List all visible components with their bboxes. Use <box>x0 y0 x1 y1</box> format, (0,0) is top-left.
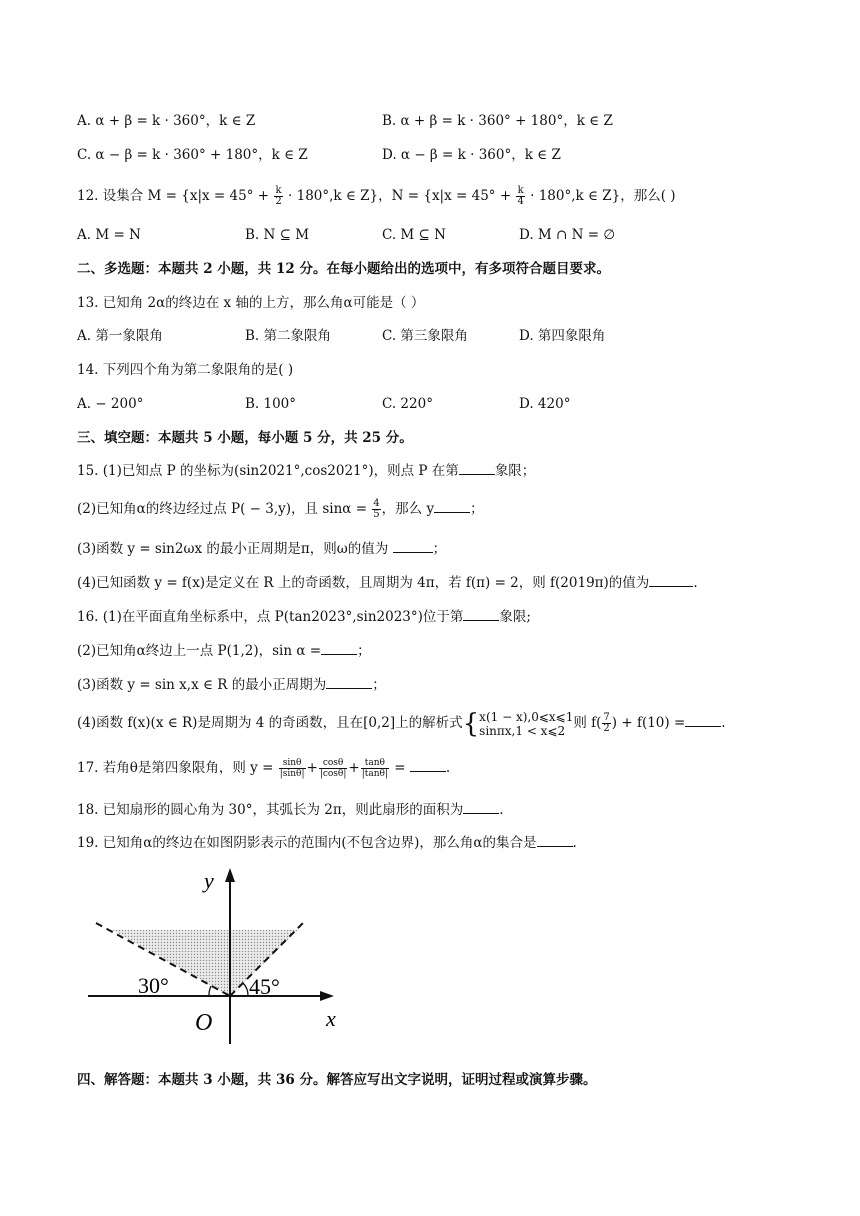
q15-part2-mid: ，那么 y <box>381 501 435 517</box>
case-1: x(1 − x),0⩽x⩽1 <box>479 709 574 724</box>
q15-part1-text: 15. (1)已知点 P 的坐标为(sin2021°,cos2021°)，则点 P 在第 <box>77 463 459 479</box>
q18-stem <box>77 801 504 819</box>
q12-option-b: B. N ⊆ M <box>245 227 310 243</box>
q12-text-1: 12. 设集合 M = {x|x = 45° + <box>77 188 270 204</box>
x-axis-label: x <box>326 1006 336 1031</box>
q12-frac1-num: k <box>275 185 282 196</box>
q12-frac2-den: 4 <box>517 196 524 207</box>
q16-part2-end: ； <box>357 643 371 659</box>
answer-blank[interactable] <box>537 834 573 847</box>
left-brace: { <box>462 708 480 739</box>
q12-text-2: · 180°,k ∈ Z}，N = {x|x = 45° + <box>288 188 512 204</box>
q15-part2-end: ； <box>470 501 484 517</box>
answer-blank[interactable] <box>321 642 357 655</box>
q15-part3 <box>77 540 446 558</box>
q14-option-d: D. 420° <box>519 396 571 412</box>
q15-part2-text: (2)已知角α的终边经过点 P( − 3,y)，且 sinα = <box>77 501 367 517</box>
q12-stem <box>77 186 676 207</box>
q12-fraction-k-2 <box>274 186 282 207</box>
q13-stem: 13. 已知角 2α的终边在 x 轴的上方，那么角α可能是（ ） <box>77 295 425 311</box>
q19-text: 19. 已知角α的终边在如图阴影表示的范围内(不包含边界)，那么角α的集合是 <box>77 835 537 851</box>
q16-part3-text: (3)函数 y = sin x,x ∈ R 的最小正周期为 <box>77 677 327 693</box>
q12-fraction-k-4 <box>516 186 524 207</box>
case-2: sinπx,1 < x⩽2 <box>479 723 566 738</box>
x-axis-arrow <box>320 991 334 1001</box>
q17-end: . <box>445 760 451 776</box>
angle-label-45: 45° <box>249 974 280 999</box>
q13-option-a: A. 第一象限角 <box>77 328 163 344</box>
plus-sign: + <box>348 760 360 776</box>
q17-frac-sin <box>279 758 306 779</box>
q16-part4-text: (4)函数 f(x)(x ∈ R)是周期为 4 的奇函数，且在[0,2]上的解析式 <box>77 715 463 731</box>
q16-part3-end: ； <box>372 677 386 693</box>
frac-den: |cosθ| <box>319 769 347 779</box>
answer-blank[interactable] <box>685 714 721 727</box>
y-axis-label: y <box>204 868 214 893</box>
section-2-heading: 二、多选题：本题共 2 小题，共 12 分。在每小题给出的选项中，有多项符合题目要求。 <box>77 261 610 277</box>
q17-stem <box>77 758 450 779</box>
q16-fraction <box>602 713 610 734</box>
answer-blank[interactable] <box>410 759 446 772</box>
q16-part1-text: 16. (1)在平面直角坐标系中，点 P(tan2023°,sin2023°)位于第 <box>77 609 464 625</box>
q11-option-a: A. α + β = k · 360°，k ∈ Z <box>77 113 256 129</box>
q16-part3 <box>77 676 386 694</box>
q12-frac2-num: k <box>517 185 524 196</box>
q19-end: . <box>572 835 577 851</box>
angle-label-30: 30° <box>138 973 169 998</box>
frac-den: |sinθ| <box>279 769 305 779</box>
q16-frac-num: 7 <box>603 712 610 723</box>
q15-part4-text: (4)已知函数 y = f(x)是定义在 R 上的奇函数，且周期为 4π，若 f(π) = 2，则 f(2019π)的值为 <box>77 575 650 591</box>
q16-part2-text: (2)已知角α终边上一点 P(1,2)，sin α = <box>77 643 322 659</box>
q16-frac-den: 2 <box>603 723 610 734</box>
piecewise-cases <box>479 710 573 738</box>
q16-part4-f: 则 f( <box>573 715 602 731</box>
q15-frac-den: 5 <box>373 509 380 520</box>
q14-option-b: B. 100° <box>245 396 297 412</box>
q11-option-d: D. α − β = k · 360°，k ∈ Z <box>382 147 561 163</box>
q15-part4 <box>77 574 698 592</box>
plus-sign: + <box>306 760 318 776</box>
angle-arc-left <box>209 986 211 996</box>
q15-part3-text: (3)函数 y = sin2ωx 的最小正周期是π，则ω的值为 <box>77 541 389 557</box>
q14-stem: 14. 下列四个角为第二象限角的是( ) <box>77 362 294 378</box>
q13-option-b: B. 第二象限角 <box>245 328 332 344</box>
q18-end: . <box>499 802 504 818</box>
q19-stem <box>77 834 577 852</box>
q18-text: 18. 已知扇形的圆心角为 30°，其弧长为 2π，则此扇形的面积为 <box>77 802 464 818</box>
answer-blank[interactable] <box>463 801 499 814</box>
q16-part4-mid: ) + f(10) = <box>611 715 686 731</box>
q16-part4 <box>77 708 726 738</box>
section-3-heading: 三、填空题：本题共 5 小题，每小题 5 分，共 25 分。 <box>77 430 413 446</box>
q15-part1 <box>77 462 535 480</box>
q11-option-c: C. α − β = k · 360° + 180°，k ∈ Z <box>77 147 308 163</box>
frac-num: sinθ <box>279 758 306 769</box>
answer-blank[interactable] <box>393 540 433 553</box>
q12-option-c: C. M ⊆ N <box>382 227 446 243</box>
q15-part1-end: 象限； <box>494 463 536 479</box>
q16-part2 <box>77 642 371 660</box>
q15-part3-end: ； <box>432 541 447 557</box>
q12-option-a: A. M = N <box>77 227 141 243</box>
q14-option-c: C. 220° <box>382 396 433 412</box>
q13-option-d: D. 第四象限角 <box>519 328 606 344</box>
q17-frac-cos <box>319 758 348 779</box>
answer-blank[interactable] <box>649 574 693 587</box>
q15-part2 <box>77 499 484 520</box>
q16-part4-end: . <box>721 715 726 731</box>
q15-frac-num: 4 <box>373 498 380 509</box>
equals-sign: = <box>394 760 406 776</box>
frac-num: cosθ <box>319 758 348 769</box>
q12-option-d: D. M ∩ N = ∅ <box>519 227 616 243</box>
y-axis-arrow <box>225 868 235 882</box>
q14-option-a: A. − 200° <box>77 396 144 412</box>
q15-part4-end: . <box>693 575 698 591</box>
q12-frac1-den: 2 <box>275 196 282 207</box>
answer-blank[interactable] <box>434 500 470 513</box>
section-4-heading: 四、解答题：本题共 3 小题，共 36 分。解答应写出文字说明，证明过程或演算步骤。 <box>77 1072 597 1088</box>
answer-blank[interactable] <box>459 462 495 475</box>
q12-text-3: · 180°,k ∈ Z}，那么( ) <box>530 188 676 204</box>
origin-label: O <box>195 1010 213 1036</box>
angle-arc-right <box>243 983 248 996</box>
q13-option-c: C. 第三象限角 <box>382 328 468 344</box>
frac-den: |tanθ| <box>361 769 388 779</box>
frac-num: tanθ <box>361 758 389 769</box>
answer-blank[interactable] <box>326 676 372 689</box>
q16-part1-end: 象限; <box>499 609 531 625</box>
q11-option-b: B. α + β = k · 360° + 180°，k ∈ Z <box>382 113 613 129</box>
q17-frac-tan <box>361 758 389 779</box>
answer-blank[interactable] <box>463 608 499 621</box>
q17-text: 17. 若角θ是第四象限角，则 y = <box>77 760 274 776</box>
q16-part1 <box>77 608 531 626</box>
q15-fraction <box>372 499 380 520</box>
angle-region-figure <box>82 860 372 1050</box>
